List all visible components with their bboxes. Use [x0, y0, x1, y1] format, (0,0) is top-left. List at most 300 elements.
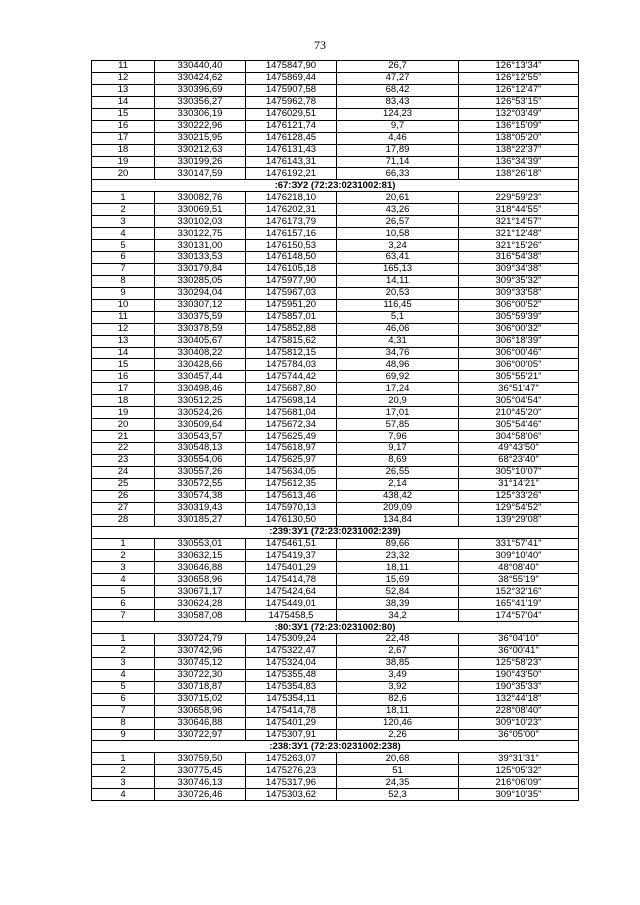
- length-cell: 3,24: [337, 240, 459, 252]
- table-row: [92, 240, 579, 252]
- length-cell: 15,69: [337, 574, 459, 586]
- point-number-cell: 14: [92, 96, 155, 108]
- y-coordinate-cell: 1475962,78: [246, 96, 337, 108]
- bearing-cell: 129°54'52": [459, 502, 579, 514]
- bearing-cell: 126°12'55": [459, 72, 579, 84]
- bearing-cell: 309°34'38": [459, 263, 579, 275]
- y-coordinate-cell: 1475681,04: [246, 407, 337, 419]
- table-row: [92, 765, 579, 777]
- table-row: [92, 108, 579, 120]
- point-number-cell: 25: [92, 478, 155, 490]
- x-coordinate-cell: 330746,13: [155, 777, 246, 789]
- bearing-cell: 321°15'26": [459, 240, 579, 252]
- table-row: [92, 216, 579, 228]
- length-cell: 20,68: [337, 753, 459, 765]
- point-number-cell: 11: [92, 311, 155, 323]
- table-row: [92, 419, 579, 431]
- point-number-cell: 9: [92, 729, 155, 741]
- bearing-cell: 309°10'40": [459, 550, 579, 562]
- bearing-cell: 304°58'06": [459, 431, 579, 443]
- table-row: [92, 192, 579, 204]
- table-row: [92, 359, 579, 371]
- x-coordinate-cell: 330306,19: [155, 108, 246, 120]
- x-coordinate-cell: 330572,55: [155, 478, 246, 490]
- x-coordinate-cell: 330512,25: [155, 395, 246, 407]
- bearing-cell: 138°05'20": [459, 132, 579, 144]
- length-cell: 2,26: [337, 729, 459, 741]
- y-coordinate-cell: 1476202,31: [246, 204, 337, 216]
- x-coordinate-cell: 330457,44: [155, 371, 246, 383]
- section-title: :239:ЗУ1 (72:23:0231002:239): [92, 526, 579, 538]
- x-coordinate-cell: 330405,67: [155, 335, 246, 347]
- x-coordinate-cell: 330122,75: [155, 228, 246, 240]
- point-number-cell: 6: [92, 693, 155, 705]
- bearing-cell: 305°54'46": [459, 419, 579, 431]
- y-coordinate-cell: 1475612,35: [246, 478, 337, 490]
- table-row: [92, 466, 579, 478]
- bearing-cell: 125°33'26": [459, 490, 579, 502]
- bearing-cell: 318°44'55": [459, 204, 579, 216]
- table-row: [92, 669, 579, 681]
- bearing-cell: 126°12'47": [459, 84, 579, 96]
- y-coordinate-cell: 1475424,64: [246, 586, 337, 598]
- y-coordinate-cell: 1475852,88: [246, 323, 337, 335]
- bearing-cell: 305°10'07": [459, 466, 579, 478]
- table-row: [92, 395, 579, 407]
- bearing-cell: 305°55'21": [459, 371, 579, 383]
- y-coordinate-cell: 1475309,24: [246, 634, 337, 646]
- length-cell: 5,1: [337, 311, 459, 323]
- y-coordinate-cell: 1475401,29: [246, 562, 337, 574]
- section-title: :67:ЗУ2 (72:23:0231002:81): [92, 180, 579, 192]
- length-cell: 20,53: [337, 287, 459, 299]
- table-row: [92, 443, 579, 455]
- x-coordinate-cell: 330722,97: [155, 729, 246, 741]
- length-cell: 2,67: [337, 645, 459, 657]
- x-coordinate-cell: 330375,59: [155, 311, 246, 323]
- length-cell: 24,35: [337, 777, 459, 789]
- length-cell: 26,55: [337, 466, 459, 478]
- length-cell: 8,69: [337, 454, 459, 466]
- table-row: [92, 96, 579, 108]
- x-coordinate-cell: 330557,26: [155, 466, 246, 478]
- length-cell: 18,11: [337, 562, 459, 574]
- y-coordinate-cell: 1475613,46: [246, 490, 337, 502]
- point-number-cell: 13: [92, 84, 155, 96]
- y-coordinate-cell: 1475419,37: [246, 550, 337, 562]
- section-header-row: [92, 526, 579, 538]
- table-row: [92, 383, 579, 395]
- length-cell: 26,57: [337, 216, 459, 228]
- x-coordinate-cell: 330294,04: [155, 287, 246, 299]
- point-number-cell: 12: [92, 323, 155, 335]
- x-coordinate-cell: 330742,96: [155, 645, 246, 657]
- point-number-cell: 7: [92, 610, 155, 622]
- point-number-cell: 5: [92, 240, 155, 252]
- x-coordinate-cell: 330424,62: [155, 72, 246, 84]
- length-cell: 124,23: [337, 108, 459, 120]
- table-row: [92, 263, 579, 275]
- y-coordinate-cell: 1475458,5: [246, 610, 337, 622]
- x-coordinate-cell: 330624,28: [155, 598, 246, 610]
- length-cell: 3,49: [337, 669, 459, 681]
- length-cell: 38,39: [337, 598, 459, 610]
- point-number-cell: 5: [92, 586, 155, 598]
- x-coordinate-cell: 330548,13: [155, 443, 246, 455]
- point-number-cell: 4: [92, 228, 155, 240]
- x-coordinate-cell: 330715,02: [155, 693, 246, 705]
- y-coordinate-cell: 1476218,10: [246, 192, 337, 204]
- point-number-cell: 13: [92, 335, 155, 347]
- table-row: [92, 347, 579, 359]
- point-number-cell: 7: [92, 263, 155, 275]
- table-row: [92, 550, 579, 562]
- table-row: [92, 562, 579, 574]
- bearing-cell: 132°44'18": [459, 693, 579, 705]
- y-coordinate-cell: 1476150,53: [246, 240, 337, 252]
- x-coordinate-cell: 330724,79: [155, 634, 246, 646]
- bearing-cell: 228°08'40": [459, 705, 579, 717]
- point-number-cell: 7: [92, 705, 155, 717]
- point-number-cell: 3: [92, 657, 155, 669]
- bearing-cell: 321°14'57": [459, 216, 579, 228]
- table-row: [92, 120, 579, 132]
- table-row: [92, 514, 579, 526]
- x-coordinate-cell: 330718,87: [155, 681, 246, 693]
- bearing-cell: 39°31'31": [459, 753, 579, 765]
- length-cell: 47,27: [337, 72, 459, 84]
- table-row: [92, 228, 579, 240]
- bearing-cell: 331°57'41": [459, 538, 579, 550]
- point-number-cell: 19: [92, 156, 155, 168]
- x-coordinate-cell: 330646,88: [155, 562, 246, 574]
- point-number-cell: 3: [92, 777, 155, 789]
- y-coordinate-cell: 1476121,74: [246, 120, 337, 132]
- length-cell: 9,7: [337, 120, 459, 132]
- table-row: [92, 729, 579, 741]
- table-row: [92, 693, 579, 705]
- y-coordinate-cell: 1476157,16: [246, 228, 337, 240]
- y-coordinate-cell: 1475977,90: [246, 275, 337, 287]
- bearing-cell: 309°33'58": [459, 287, 579, 299]
- length-cell: 3,92: [337, 681, 459, 693]
- length-cell: 4,31: [337, 335, 459, 347]
- table-row: [92, 287, 579, 299]
- bearing-cell: 306°00'46": [459, 347, 579, 359]
- y-coordinate-cell: 1475307,91: [246, 729, 337, 741]
- bearing-cell: 306°18'39": [459, 335, 579, 347]
- length-cell: 209,09: [337, 502, 459, 514]
- point-number-cell: 4: [92, 574, 155, 586]
- x-coordinate-cell: 330131,00: [155, 240, 246, 252]
- x-coordinate-cell: 330671,17: [155, 586, 246, 598]
- y-coordinate-cell: 1475970,13: [246, 502, 337, 514]
- bearing-cell: 136°15'09": [459, 120, 579, 132]
- table-row: [92, 275, 579, 287]
- length-cell: 63,41: [337, 252, 459, 264]
- bearing-cell: 125°58'23": [459, 657, 579, 669]
- point-number-cell: 26: [92, 490, 155, 502]
- point-number-cell: 11: [92, 61, 155, 73]
- y-coordinate-cell: 1475324,04: [246, 657, 337, 669]
- x-coordinate-cell: 330646,88: [155, 717, 246, 729]
- point-number-cell: 2: [92, 204, 155, 216]
- y-coordinate-cell: 1475907,58: [246, 84, 337, 96]
- point-number-cell: 1: [92, 753, 155, 765]
- y-coordinate-cell: 1475414,78: [246, 574, 337, 586]
- length-cell: 17,01: [337, 407, 459, 419]
- length-cell: 134,84: [337, 514, 459, 526]
- y-coordinate-cell: 1476143,31: [246, 156, 337, 168]
- x-coordinate-cell: 330658,96: [155, 705, 246, 717]
- bearing-cell: 68°23'40": [459, 454, 579, 466]
- y-coordinate-cell: 1475687,80: [246, 383, 337, 395]
- y-coordinate-cell: 1475967,03: [246, 287, 337, 299]
- table-row: [92, 657, 579, 669]
- y-coordinate-cell: 1475869,44: [246, 72, 337, 84]
- point-number-cell: 8: [92, 717, 155, 729]
- y-coordinate-cell: 1475449,01: [246, 598, 337, 610]
- y-coordinate-cell: 1476173,79: [246, 216, 337, 228]
- table-row: [92, 72, 579, 84]
- length-cell: 4,46: [337, 132, 459, 144]
- point-number-cell: 15: [92, 108, 155, 120]
- length-cell: 23,32: [337, 550, 459, 562]
- point-number-cell: 1: [92, 192, 155, 204]
- page-number: 73: [314, 38, 326, 52]
- y-coordinate-cell: 1476192,21: [246, 168, 337, 180]
- bearing-cell: 38°55'19": [459, 574, 579, 586]
- y-coordinate-cell: 1475355,48: [246, 669, 337, 681]
- point-number-cell: 2: [92, 765, 155, 777]
- bearing-cell: 139°29'08": [459, 514, 579, 526]
- point-number-cell: 8: [92, 275, 155, 287]
- length-cell: 26,7: [337, 61, 459, 73]
- table-row: [92, 789, 579, 801]
- table-row: [92, 144, 579, 156]
- table-row: [92, 204, 579, 216]
- y-coordinate-cell: 1475625,49: [246, 431, 337, 443]
- x-coordinate-cell: 330524,26: [155, 407, 246, 419]
- y-coordinate-cell: 1476029,51: [246, 108, 337, 120]
- x-coordinate-cell: 330179,84: [155, 263, 246, 275]
- table-row: [92, 299, 579, 311]
- section-header-row: [92, 741, 579, 753]
- point-number-cell: 20: [92, 168, 155, 180]
- x-coordinate-cell: 330726,46: [155, 789, 246, 801]
- x-coordinate-cell: 330147,59: [155, 168, 246, 180]
- x-coordinate-cell: 330069,51: [155, 204, 246, 216]
- table-row: [92, 645, 579, 657]
- bearing-cell: 216°06'09": [459, 777, 579, 789]
- length-cell: 51: [337, 765, 459, 777]
- point-number-cell: 4: [92, 669, 155, 681]
- x-coordinate-cell: 330199,26: [155, 156, 246, 168]
- bearing-cell: 309°35'32": [459, 275, 579, 287]
- point-number-cell: 16: [92, 371, 155, 383]
- bearing-cell: 138°26'18": [459, 168, 579, 180]
- bearing-cell: 174°57'04": [459, 610, 579, 622]
- point-number-cell: 1: [92, 634, 155, 646]
- length-cell: 22,48: [337, 634, 459, 646]
- point-number-cell: 18: [92, 144, 155, 156]
- bearing-cell: 125°05'32": [459, 765, 579, 777]
- section-header-row: [92, 180, 579, 192]
- y-coordinate-cell: 1475847,90: [246, 61, 337, 73]
- table-row: [92, 705, 579, 717]
- length-cell: 57,85: [337, 419, 459, 431]
- length-cell: 89,66: [337, 538, 459, 550]
- table-row: [92, 478, 579, 490]
- point-number-cell: 23: [92, 454, 155, 466]
- point-number-cell: 5: [92, 681, 155, 693]
- table-row: [92, 598, 579, 610]
- point-number-cell: 6: [92, 598, 155, 610]
- x-coordinate-cell: 330222,96: [155, 120, 246, 132]
- table-row: [92, 502, 579, 514]
- y-coordinate-cell: 1476148,50: [246, 252, 337, 264]
- coordinates-table: [91, 60, 579, 801]
- bearing-cell: 132°03'49": [459, 108, 579, 120]
- table-row: [92, 574, 579, 586]
- length-cell: 116,45: [337, 299, 459, 311]
- y-coordinate-cell: 1475317,96: [246, 777, 337, 789]
- bearing-cell: 309°10'35": [459, 789, 579, 801]
- y-coordinate-cell: 1475698,14: [246, 395, 337, 407]
- table-row: [92, 634, 579, 646]
- y-coordinate-cell: 1475815,62: [246, 335, 337, 347]
- x-coordinate-cell: 330553,01: [155, 538, 246, 550]
- y-coordinate-cell: 1476105,18: [246, 263, 337, 275]
- y-coordinate-cell: 1475401,29: [246, 717, 337, 729]
- length-cell: 69,92: [337, 371, 459, 383]
- x-coordinate-cell: 330396,69: [155, 84, 246, 96]
- table-row: [92, 335, 579, 347]
- x-coordinate-cell: 330102,03: [155, 216, 246, 228]
- point-number-cell: 15: [92, 359, 155, 371]
- y-coordinate-cell: 1475744,42: [246, 371, 337, 383]
- x-coordinate-cell: 330440,40: [155, 61, 246, 73]
- table-row: [92, 371, 579, 383]
- length-cell: 20,61: [337, 192, 459, 204]
- length-cell: 52,3: [337, 789, 459, 801]
- table-row: [92, 84, 579, 96]
- point-number-cell: 28: [92, 514, 155, 526]
- point-number-cell: 16: [92, 120, 155, 132]
- y-coordinate-cell: 1476128,45: [246, 132, 337, 144]
- length-cell: 17,89: [337, 144, 459, 156]
- table-row: [92, 252, 579, 264]
- table-row: [92, 717, 579, 729]
- x-coordinate-cell: 330307,12: [155, 299, 246, 311]
- point-number-cell: 1: [92, 538, 155, 550]
- length-cell: 18,11: [337, 705, 459, 717]
- table-row: [92, 407, 579, 419]
- table-row: [92, 681, 579, 693]
- y-coordinate-cell: 1475414,78: [246, 705, 337, 717]
- length-cell: 34,76: [337, 347, 459, 359]
- length-cell: 20,9: [337, 395, 459, 407]
- y-coordinate-cell: 1475303,62: [246, 789, 337, 801]
- length-cell: 83,43: [337, 96, 459, 108]
- length-cell: 38,85: [337, 657, 459, 669]
- bearing-cell: 305°04'54": [459, 395, 579, 407]
- table-row: [92, 132, 579, 144]
- x-coordinate-cell: 330759,50: [155, 753, 246, 765]
- point-number-cell: 4: [92, 789, 155, 801]
- bearing-cell: 48°08'40": [459, 562, 579, 574]
- bearing-cell: 309°10'23": [459, 717, 579, 729]
- x-coordinate-cell: 330658,96: [155, 574, 246, 586]
- bearing-cell: 229°59'23": [459, 192, 579, 204]
- y-coordinate-cell: 1475461,51: [246, 538, 337, 550]
- y-coordinate-cell: 1475263,07: [246, 753, 337, 765]
- length-cell: 438,42: [337, 490, 459, 502]
- x-coordinate-cell: 330632,15: [155, 550, 246, 562]
- length-cell: 10,58: [337, 228, 459, 240]
- bearing-cell: 306°00'32": [459, 323, 579, 335]
- bearing-cell: 36°04'10": [459, 634, 579, 646]
- point-number-cell: 12: [92, 72, 155, 84]
- point-number-cell: 3: [92, 216, 155, 228]
- bearing-cell: 306°00'05": [459, 359, 579, 371]
- bearing-cell: 36°51'47": [459, 383, 579, 395]
- table-row: [92, 538, 579, 550]
- x-coordinate-cell: 330215,95: [155, 132, 246, 144]
- table-row: [92, 610, 579, 622]
- y-coordinate-cell: 1475634,05: [246, 466, 337, 478]
- x-coordinate-cell: 330574,38: [155, 490, 246, 502]
- x-coordinate-cell: 330428,66: [155, 359, 246, 371]
- table-row: [92, 323, 579, 335]
- table-row: [92, 586, 579, 598]
- length-cell: 66,33: [337, 168, 459, 180]
- table-row: [92, 777, 579, 789]
- point-number-cell: 21: [92, 431, 155, 443]
- table-row: [92, 490, 579, 502]
- table-row: [92, 431, 579, 443]
- bearing-cell: 165°41'19": [459, 598, 579, 610]
- x-coordinate-cell: 330133,53: [155, 252, 246, 264]
- x-coordinate-cell: 330082,76: [155, 192, 246, 204]
- y-coordinate-cell: 1475618,97: [246, 443, 337, 455]
- bearing-cell: 136°34'39": [459, 156, 579, 168]
- length-cell: 34,2: [337, 610, 459, 622]
- length-cell: 2,14: [337, 478, 459, 490]
- x-coordinate-cell: 330543,57: [155, 431, 246, 443]
- length-cell: 14,11: [337, 275, 459, 287]
- y-coordinate-cell: 1475322,47: [246, 645, 337, 657]
- length-cell: 68,42: [337, 84, 459, 96]
- x-coordinate-cell: 330185,27: [155, 514, 246, 526]
- point-number-cell: 3: [92, 562, 155, 574]
- bearing-cell: 36°05'00": [459, 729, 579, 741]
- table-row: [92, 156, 579, 168]
- x-coordinate-cell: 330356,27: [155, 96, 246, 108]
- x-coordinate-cell: 330319,43: [155, 502, 246, 514]
- bearing-cell: 305°59'39": [459, 311, 579, 323]
- bearing-cell: 36°00'41": [459, 645, 579, 657]
- bearing-cell: 190°43'50": [459, 669, 579, 681]
- length-cell: 82,6: [337, 693, 459, 705]
- point-number-cell: 2: [92, 550, 155, 562]
- section-header-row: [92, 622, 579, 634]
- bearing-cell: 126°53'15": [459, 96, 579, 108]
- bearing-cell: 316°54'38": [459, 252, 579, 264]
- bearing-cell: 49°43'50": [459, 443, 579, 455]
- y-coordinate-cell: 1475625,97: [246, 454, 337, 466]
- table-row: [92, 753, 579, 765]
